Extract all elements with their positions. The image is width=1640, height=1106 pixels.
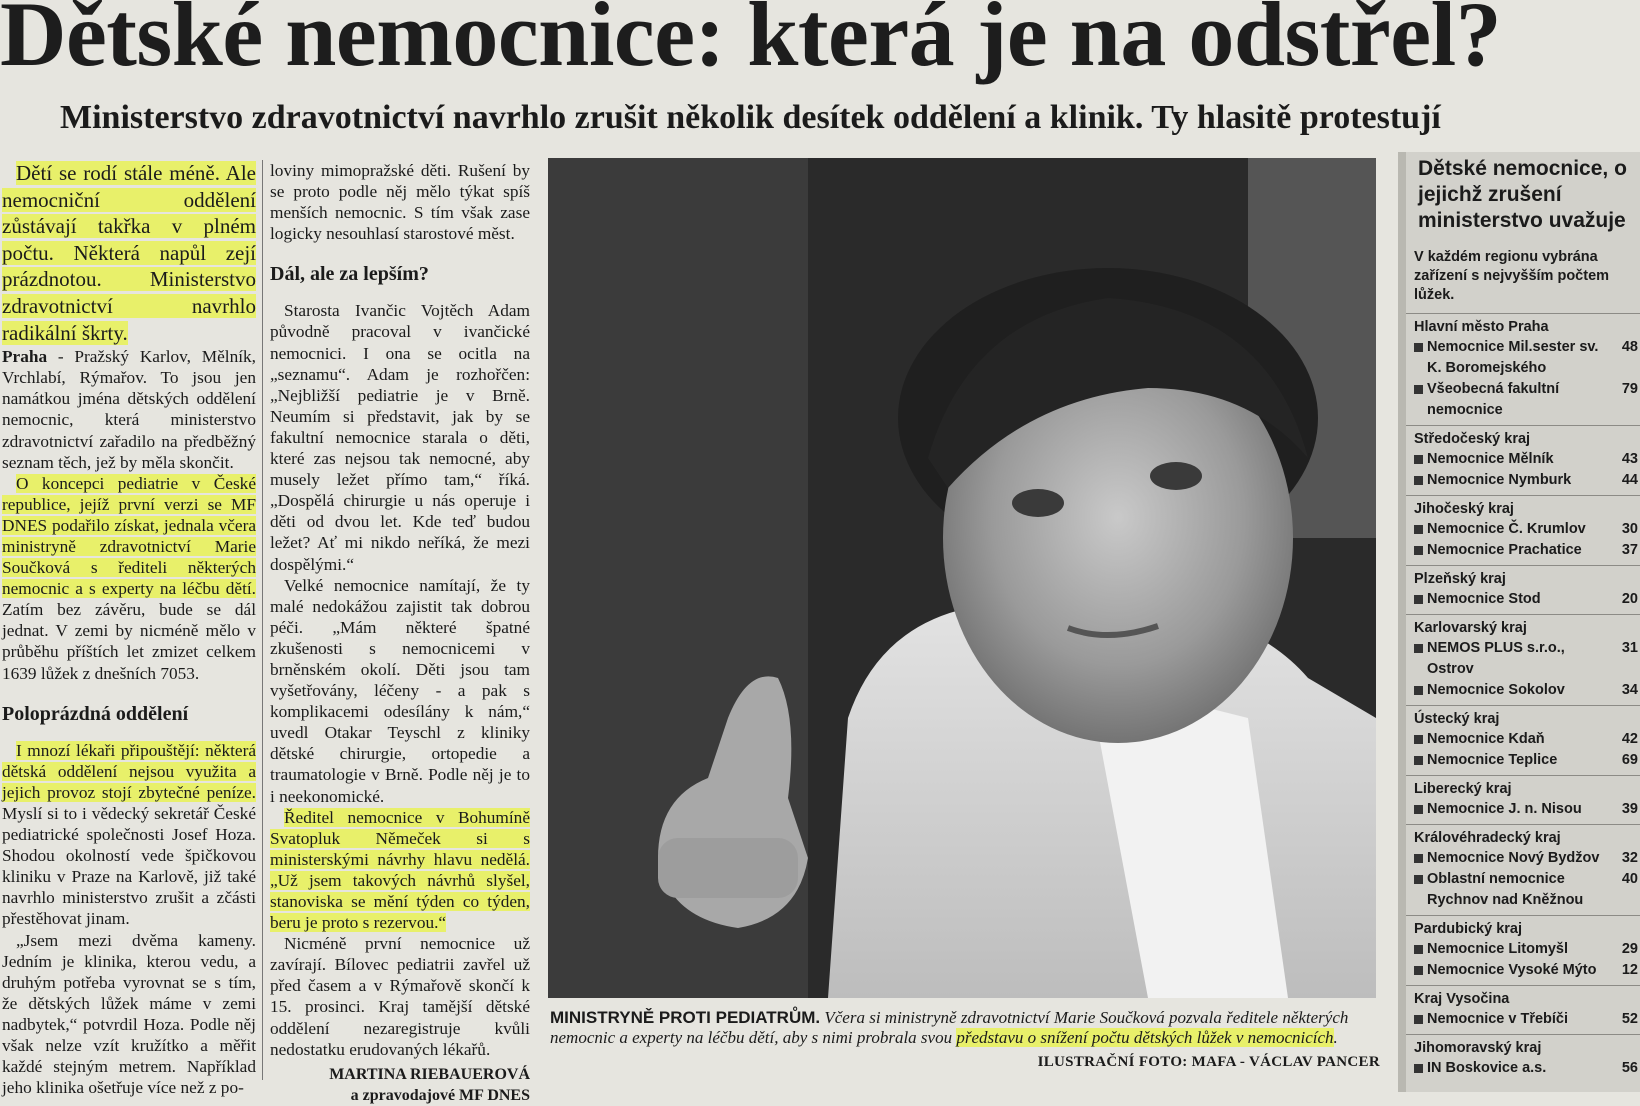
- square-bullet-icon: [1414, 875, 1423, 884]
- hospital-name: Nemocnice Sokolov: [1427, 682, 1565, 698]
- bed-count: 42: [1621, 731, 1638, 747]
- bed-count: 56: [1621, 1060, 1638, 1076]
- hospital-row: [1414, 638, 1638, 680]
- hospital-name: Nemocnice Mělník: [1427, 451, 1554, 467]
- hospital-row: [1414, 470, 1638, 491]
- region-name: Královéhradecký kraj: [1414, 830, 1561, 846]
- sidebar-note: V každém regionu vybrána zařízení s nejvyšším počtem lůžek.: [1414, 249, 1610, 303]
- section-heading: Dál, ale za lepším?: [270, 263, 429, 286]
- hospital-row: [1414, 750, 1638, 771]
- column-divider: [262, 160, 263, 1080]
- hospital-row: [1414, 519, 1638, 540]
- region-block: [1406, 425, 1640, 495]
- hospital-name: Nemocnice Č. Krumlov: [1427, 521, 1586, 537]
- region-name: Jihočeský kraj: [1414, 501, 1514, 517]
- highlighted-text: O koncepci pediatrie v České republice, jejíž první verzi se MF DNES podařilo získat, jednala včera ministryně zdravotnictví Marie Součková s řediteli některých nemocnic a s experty na léčbu dětí.: [2, 473, 256, 599]
- caption-highlight: představu o snížení počtu dětských lůžek v nemocnicích: [956, 1028, 1334, 1047]
- bed-count: 69: [1621, 752, 1638, 768]
- author-signature: [270, 1064, 530, 1106]
- hospital-row: [1414, 869, 1638, 911]
- caption-text: Včera si ministryně zdravotnictví Marie Součková pozvala ředitele některých nemocnic a experty na léčbu dětí, aby s nimi probrala svou: [550, 1008, 1349, 1047]
- hospital-name: Oblastní nemocnice Rychnov nad Kněžnou: [1427, 871, 1584, 908]
- region-list: [1406, 313, 1640, 1083]
- region-block: [1406, 775, 1640, 824]
- region-name: Středočeský kraj: [1414, 431, 1531, 447]
- hospital-row: [1414, 337, 1638, 379]
- bed-count: 52: [1621, 1011, 1638, 1027]
- article-paragraph: Velké nemocnice namítají, že ty malé nedokážou zajistit tak dobrou péči. „Mám některé špatné zkušenosti s nemocnicemi v brněnském okolí. Děti jsou tam vyšetřovány, léčeny - a pak s komplikacemi odesílány k nám,“ uvedl Otakar Teyschl z kliniky dětské chirurgie, ortopedie a traumatologie v Brně. Podle něj je to i neekonomické.: [270, 575, 530, 806]
- paragraph-text: Myslí si to i vědecký sekretář České pediatrické společnosti Josef Hoza. Shodou okolností vede špičkovou kliniku v Praze na Karlově, již také navrhlo ministerstvo zrušit a zčásti přestěhovat jinam.: [2, 803, 256, 929]
- bed-count: 39: [1621, 801, 1638, 817]
- portrait-illustration: [548, 158, 1376, 998]
- square-bullet-icon: [1414, 476, 1423, 485]
- caption-title: MINISTRYNĚ PROTI PEDIATRŮM.: [550, 1008, 821, 1027]
- author-affiliation: a zpravodajové MF DNES: [350, 1086, 530, 1104]
- bed-count: 29: [1621, 941, 1638, 957]
- square-bullet-icon: [1414, 343, 1423, 352]
- hospital-name: Nemocnice v Třebíči: [1427, 1011, 1569, 1027]
- article-paragraph: „Jsem mezi dvěma kameny. Jedním je klinika, kterou vedu, a druhým potřeba vyrovnat se s tím, že dětských lůžek máme v zemi nadbytek,“ potvrdil Hoza. Podle něj však nelze vzít kružítko a měřit každé stejným metrem. Například jeho klinika ošetřuje více než z po-: [2, 930, 256, 1098]
- author-name: MARTINA RIEBAUEROVÁ: [329, 1065, 530, 1083]
- region-block: [1406, 705, 1640, 775]
- hospital-name: Nemocnice Kdaň: [1427, 731, 1545, 747]
- sidebar-box: [1398, 152, 1640, 1092]
- square-bullet-icon: [1414, 686, 1423, 695]
- hospital-name: Nemocnice Prachatice: [1427, 542, 1582, 558]
- hospital-row: [1414, 379, 1638, 421]
- hospital-row: [1414, 1009, 1638, 1030]
- region-name: Jihomoravský kraj: [1414, 1040, 1542, 1056]
- square-bullet-icon: [1414, 735, 1423, 744]
- highlighted-text: Ředitel nemocnice v Bohumíně Svatopluk Němeček si s ministerskými návrhy hlavu nedělá. „Už jsem takových návrhů slyšel, stanoviska se mění týden co týden, beru je proto s rezervou.“: [270, 807, 530, 933]
- region-block: [1406, 614, 1640, 705]
- square-bullet-icon: [1414, 546, 1423, 555]
- section-heading: Poloprázdná oddělení: [2, 702, 189, 725]
- hospital-name: Nemocnice Teplice: [1427, 752, 1558, 768]
- lead-highlight: Dětí se rodí stále méně. Ale nemocniční oddělení zůstávají takřka v plném počtu. Některá napůl zejí prázdnotou. Ministerstvo zdravotnictví navrhlo radikální škrty.: [2, 161, 256, 345]
- square-bullet-icon: [1414, 385, 1423, 394]
- region-block: [1406, 495, 1640, 565]
- hospital-row: [1414, 680, 1638, 701]
- region-name: Pardubický kraj: [1414, 921, 1522, 937]
- region-name: Plzeňský kraj: [1414, 571, 1506, 587]
- hospital-row: [1414, 799, 1638, 820]
- region-block: [1406, 985, 1640, 1034]
- subheadline: Ministerstvo zdravotnictví navrhlo zrušit několik desítek oddělení a klinik. Ty hlasitě protestují: [60, 99, 1441, 136]
- hospital-row: [1414, 960, 1638, 981]
- sidebar-title: Dětské nemocnice, o jejichž zrušení ministerstvo uvažuje: [1418, 157, 1627, 232]
- region-block: [1406, 1034, 1640, 1083]
- hospital-name: Nemocnice Vysoké Mýto: [1427, 962, 1597, 978]
- hospital-row: [1414, 449, 1638, 470]
- article-paragraph: [270, 807, 530, 934]
- region-block: [1406, 313, 1640, 425]
- square-bullet-icon: [1414, 854, 1423, 863]
- article-paragraph: [2, 473, 256, 684]
- hospital-row: [1414, 1058, 1638, 1079]
- hospital-name: Nemocnice Nymburk: [1427, 472, 1572, 488]
- region-block: [1406, 824, 1640, 915]
- square-bullet-icon: [1414, 644, 1423, 653]
- article-paragraph: Nicméně první nemocnice už zavírají. Bílovec pediatrii zavřel už před časem a v Rýmařově skončí k 15. prosinci. Kraj tamější dětské oddělení nezaregistruje kvůli nedostatku erudovaných lékařů.: [270, 934, 530, 1059]
- bed-count: 43: [1621, 451, 1638, 467]
- article-lead: [2, 160, 256, 346]
- square-bullet-icon: [1414, 805, 1423, 814]
- photo-credit: ILUSTRAČNÍ FOTO: MAFA - VÁCLAV PANCER: [1037, 1054, 1380, 1070]
- hospital-name: Nemocnice Nový Bydžov: [1427, 850, 1600, 866]
- hospital-name: Nemocnice J. n. Nisou: [1427, 801, 1582, 817]
- bed-count: 48: [1621, 339, 1638, 355]
- region-block: [1406, 565, 1640, 614]
- bed-count: 32: [1621, 850, 1638, 866]
- hospital-name: Nemocnice Mil.sester sv. K. Boromejského: [1427, 339, 1599, 376]
- hospital-row: [1414, 589, 1638, 610]
- minister-photo: [548, 158, 1376, 998]
- caption-end: .: [1333, 1028, 1338, 1047]
- bed-count: 30: [1621, 521, 1638, 537]
- region-name: Hlavní město Praha: [1414, 319, 1549, 335]
- square-bullet-icon: [1414, 966, 1423, 975]
- region-name: Ústecký kraj: [1414, 711, 1500, 727]
- square-bullet-icon: [1414, 1064, 1423, 1073]
- hospital-name: Všeobecná fakultní nemocnice: [1427, 381, 1560, 418]
- dateline: Praha: [2, 347, 48, 367]
- bed-count: 40: [1621, 871, 1638, 887]
- bed-count: 20: [1621, 591, 1638, 607]
- hospital-name: Nemocnice Stod: [1427, 591, 1541, 607]
- bed-count: 34: [1621, 682, 1638, 698]
- headline: Dětské nemocnice: která je na odstřel?: [0, 0, 1502, 85]
- hospital-row: [1414, 729, 1638, 750]
- bed-count: 44: [1621, 472, 1638, 488]
- bed-count: 79: [1621, 381, 1638, 397]
- article-paragraph: loviny mimopražské děti. Rušení by se proto podle něj mělo týkat spíš menších nemocnic. S tím však zase logicky nesouhlasí starostové měst.: [270, 161, 530, 244]
- square-bullet-icon: [1414, 945, 1423, 954]
- photo-caption: [550, 1008, 1380, 1070]
- article-column-1: [2, 160, 256, 1098]
- hospital-name: IN Boskovice a.s.: [1427, 1060, 1547, 1076]
- hospital-row: [1414, 540, 1638, 561]
- hospital-name: Nemocnice Litomyšl: [1427, 941, 1569, 957]
- bed-count: 31: [1621, 640, 1638, 656]
- square-bullet-icon: [1414, 1015, 1423, 1024]
- article-paragraph: [2, 346, 256, 473]
- square-bullet-icon: [1414, 525, 1423, 534]
- region-block: [1406, 915, 1640, 985]
- paragraph-text: Zatím bez závěru, bude se dál jednat. V zemi by nicméně mělo v průběhu příštích let zmizet celkem 1639 lůžek z dnešních 7053.: [2, 600, 256, 683]
- region-name: Kraj Vysočina: [1414, 991, 1510, 1007]
- paragraph-text: - Pražský Karlov, Mělník, Vrchlabí, Rýmařov. To jsou jen namátkou jména dětských oddělení nemocnic, která ministerstvo zdravotnictví zařadilo na předběžný seznam těch, jež by měla skončit.: [2, 347, 256, 472]
- square-bullet-icon: [1414, 756, 1423, 765]
- square-bullet-icon: [1414, 595, 1423, 604]
- hospital-row: [1414, 939, 1638, 960]
- article-paragraph: Starosta Ivančic Vojtěch Adam původně pracoval v ivančické nemocnici. I ona se ocitla na „seznamu“. Adam je rozhořčen: „Nejbližší pediatrie je v Brně. Neumím si představit, jak by se fakultní nemocnice starala o děti, které zas nejsou tak nemocné, aby musely ležet přímo tam,“ říká. „Dospělá chirurgie u nás operuje i děti od dvou let. Kde teď budou ležet? Ať mi nikdo neříká, že mezi dospělými.“: [270, 301, 530, 574]
- article-column-2: [270, 160, 530, 1106]
- highlighted-text: I mnozí lékaři připouštějí: některá dětská oddělení nejsou využita a jejich provoz stojí zbytečné peníze.: [2, 740, 256, 802]
- region-name: Liberecký kraj: [1414, 781, 1512, 797]
- hospital-row: [1414, 848, 1638, 869]
- region-name: Karlovarský kraj: [1414, 620, 1527, 636]
- bed-count: 37: [1621, 542, 1638, 558]
- square-bullet-icon: [1414, 455, 1423, 464]
- bed-count: 12: [1621, 962, 1638, 978]
- hospital-name: NEMOS PLUS s.r.o., Ostrov: [1427, 640, 1565, 677]
- article-paragraph: [2, 740, 256, 930]
